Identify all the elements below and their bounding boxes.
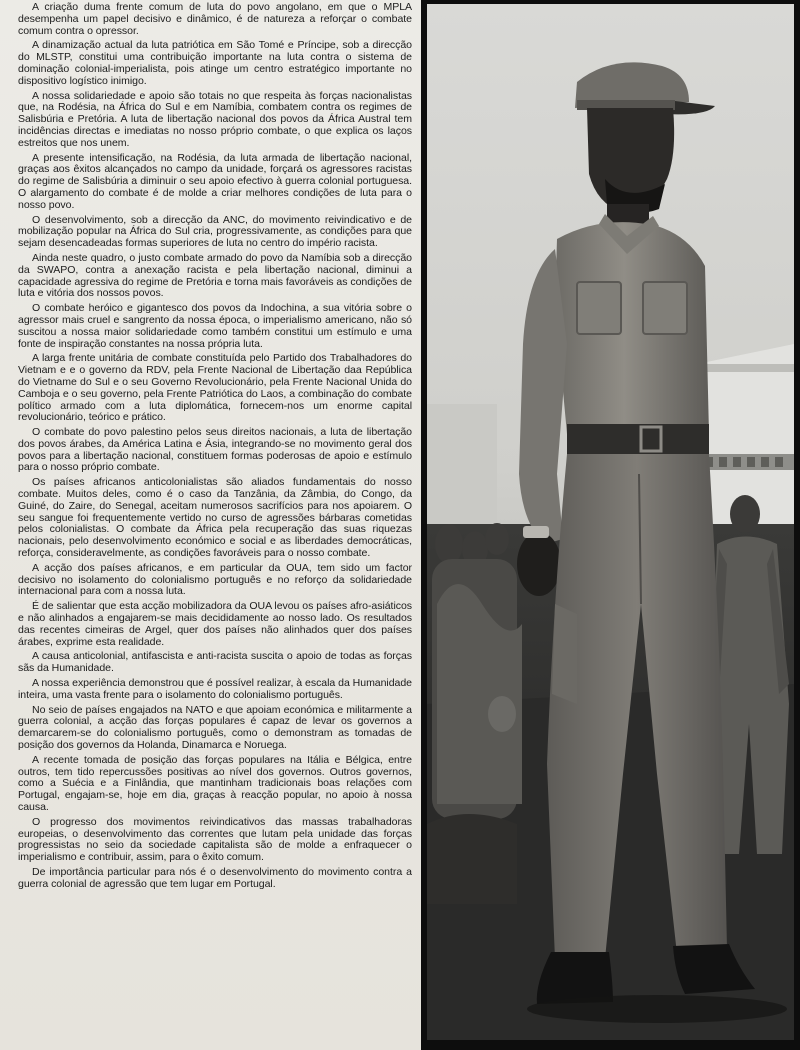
paragraph-8: A larga frente unitária de combate constituída pelo Partido dos Trabalhadores do Vietnam e e o governo da RDV, pela Frente Nacional de Libertação daa República do Vietname do Sul e o seu Governo Revolucionário, pela Frente Nacional Unida do Camboja e o seu governo, pela Frente Patriótica do Laos, a combinação do combate político armado com a luta diplomática, fornecem-nos um enorme capital revolucionário, teórico e prático. [18,352,412,424]
paragraph-2: A dinamização actual da luta patriótica em São Tomé e Príncipe, sob a direcção do MLSTP, constitui uma contribuição importante na luta contra o sistema de dominação colonial-imperialista, pois atinge um centro estratégico importante no dispositivo logístico inimigo. [18,39,412,87]
standing-man-photo [427,4,794,1040]
paragraph-17: O progresso dos movimentos reivindicativos das massas trabalhadoras europeias, o desenvolvimento das correntes que lutam pela unidade das forças progressistas no seio da sociedade capitalista são de molde a enfraquecer o imperialismo e contribuir, assim, para o êxito comum. [18,815,412,864]
article-text-column [18,0,412,1050]
paragraph-11: A acção dos países africanos, e em particular da OUA, tem sido um factor decisivo no isolamento do colonialismo português e no reforço da solidariedade internacional para com a nossa luta. [18,561,412,598]
paragraph-5: O desenvolvimento, sob a direcção da ANC, do movimento reivindicativo e de mobilização popular na África do Sul cria, progressivamente, as condições para que sejam desencadeadas formas superiores de luta no centro do império racista. [18,213,412,250]
paragraph-6: Ainda neste quadro, o justo combate armado do povo da Namíbia sob a direcção da SWAPO, contra a anexação racista e pela libertação nacional, diminui a capacidade agressiva do regime de Pretória e torna mais favoráveis as condições de luta e vitória dos nossos povos. [18,251,412,300]
paragraph-13: A causa anticolonial, antifascista e anti-racista suscita o apoio de todas as forças sãs da Humanidade. [18,650,412,675]
paragraph-4: A presente intensificação, na Rodésia, da luta armada de libertação nacional, graças aos êxitos alcançados no campo da unidade, forçará os agressores racistas do regime de Salisbúria a diminuir o seu apoio efectivo à guerra colonial portuguesa. O alargamento do combate é de molde a criar melhores condições de luta para o nosso povo. [18,151,412,211]
paragraph-10: Os países africanos anticolonialistas são aliados fundamentais do nosso combate. Muitos deles, como é o caso da Tanzânia, da Zâmbia, do Congo, da Guiné, do Zaire, do Senegal, aceitam numerosos sacrifícios para nos apoiarem. O seu sangue foi frequentemente vertido no curso de agressões bárbaras cometidas pelos colonialistas. O combate da África pela recuperação das suas riquezas nacionais, pelo desenvolvimento económico e social e as liberdades democráticas, reforça, consideravelmente, as condições favoráveis para o nosso combate. [18,476,412,560]
paragraph-15: No seio de países engajados na NATO e que apoiam económica e militarmente a guerra colonial, a acção das forças populares é capaz de levar os governos a demarcarem-se do colonialismo português, como o demonstram as tomadas de posição dos governos da Holanda, Dinamarca e Noruega. [18,703,412,752]
paragraph-18: De importância particular para nós é o desenvolvimento do movimento contra a guerra colonial de agressão que tem lugar em Portugal. [18,865,412,890]
paragraph-9: O combate do povo palestino pelos seus direitos nacionais, a luta de libertação dos povos árabes, da América Latina e Ásia, integrando-se no movimento geral dos povos para a libertação nacional, constituem formas poderosas de apoio e estímulo para o nosso próprio combate. [18,426,412,474]
photo-frame [421,0,800,1050]
paragraph-16: A recente tomada de posição das forças populares na Itália e Bélgica, entre outros, tem tido repercussões positivas ao nível dos governos. Outros governos, como a Suécia e a Finlândia, que mantinham tradicionais boas relações com Portugal, engajam-se, hoje em dia, graças à reacção popular, no apoio à nossa causa. [18,753,412,813]
crowd-left [427,523,522,904]
photo-illustration [427,4,794,1040]
paragraph-12: É de salientar que esta acção mobilizadora da OUA levou os países afro-asiáticos e não alinhados a engajarem-se mais decididamente ao nosso lado. Os resultados das recentes cimeiras de Argel, quer dos países não alinhados quer dos países árabes, exprime esta realidade. [18,600,412,648]
paragraph-3: A nossa solidariedade e apoio são totais no que respeita às forças nacionalistas que, na Rodésia, na África do Sul e em Namíbia, combatem contra os regimes de Salisbúria e Pretória. A luta de libertação nacional dos povos da África Austral tem incidências directas e imediatas no nosso próprio combate, o que explica os laços estreitos que nos unem. [18,89,412,149]
paragraph-7: O combate heróico e gigantesco dos povos da Indochina, a sua vitória sobre o agressor mais cruel e sangrento da nossa época, o imperialismo americano, não só suscitou a nossa maior solidariedade como também constitui um estímulo e uma fonte de inspiração constantes na nossa própria luta. [18,302,412,350]
paragraph-14: A nossa experiência demonstrou que é possível realizar, à escala da Humanidade inteira, uma vasta frente para o isolamento do colonialismo português. [18,677,412,701]
paragraph-1: A criação duma frente comum de luta do povo angolano, em que o MPLA desempenha um papel decisivo e dinâmico, é de natureza a reforçar o combate comum contra o opressor. [18,1,412,37]
